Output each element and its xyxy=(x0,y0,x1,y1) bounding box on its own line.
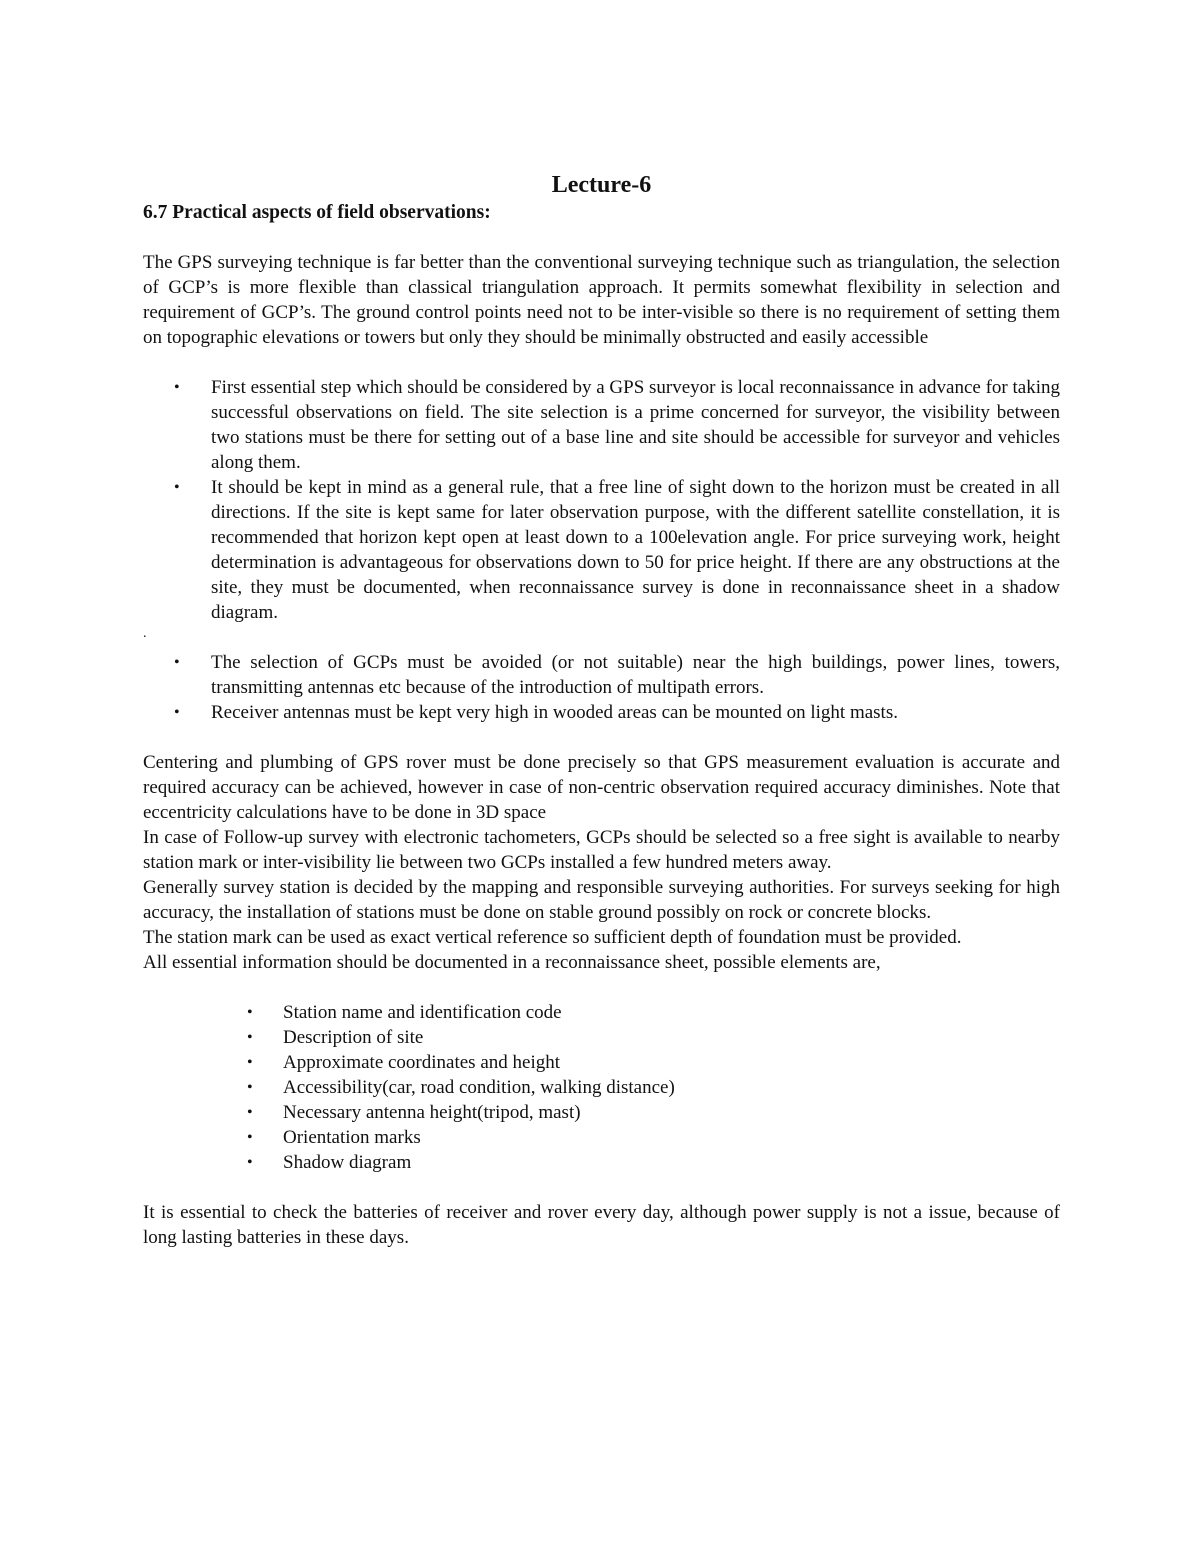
list-item-text: Necessary antenna height(tripod, mast) xyxy=(283,1102,581,1123)
list-item-text: Accessibility(car, road condition, walking distance) xyxy=(283,1077,675,1098)
paragraph-survey-station: Generally survey station is decided by the mapping and responsible surveying authorities. For surveys seeking for high accuracy, the installation of stations must be done on stable ground possibly on rock or concrete blocks. xyxy=(143,877,1060,923)
paragraph-follow-up-survey: In case of Follow-up survey with electronic tachometers, GCPs should be selected so a free sight is available to nearby station mark or inter-visibility lie between two GCPs installed a few hundred meters away. xyxy=(143,827,1060,873)
list-item xyxy=(143,1075,1060,1100)
spacer xyxy=(143,975,1060,1000)
bullet-icon: • xyxy=(247,1104,253,1121)
list-item-text: Shadow diagram xyxy=(283,1152,412,1173)
bullet-icon: • xyxy=(174,379,180,396)
bullet-list-sheet-elements xyxy=(143,1000,1060,1175)
list-item xyxy=(143,1025,1060,1050)
list-item-text: Station name and identification code xyxy=(283,1002,562,1023)
bullet-icon: • xyxy=(174,704,180,721)
list-item-text: Approximate coordinates and height xyxy=(283,1052,561,1073)
bullet-list-site-selection xyxy=(143,375,1060,625)
list-item-text: First essential step which should be considered by a GPS surveyor is local reconnaissance in advance for taking successful observations on field. The site selection is a prime concerned for surveyor, the visibility between two stations must be there for setting out of a base line and site should be accessible for surveyor and vehicles along them. xyxy=(211,377,1060,473)
paragraph-reconnaissance-sheet: All essential information should be documented in a reconnaissance sheet, possible elements are, xyxy=(143,952,881,973)
bullet-icon: • xyxy=(174,479,180,496)
bullet-icon: • xyxy=(247,1129,253,1146)
list-item-text: Orientation marks xyxy=(283,1127,421,1148)
list-item xyxy=(143,650,1060,700)
bullet-icon: • xyxy=(247,1154,253,1171)
bullet-icon: • xyxy=(247,1004,253,1021)
list-item xyxy=(143,1000,1060,1025)
spacer xyxy=(143,1175,1060,1200)
list-item xyxy=(143,475,1060,625)
list-item-text: Description of site xyxy=(283,1027,424,1048)
list-item xyxy=(143,700,1060,725)
list-item-text: It should be kept in mind as a general rule, that a free line of sight down to the horizon must be created in all directions. If the site is kept same for later observation purpose, with the different satellite constellation, it is recommended that horizon kept open at least down to a 100elevation angle. For price surveying work, height determination is advantageous for observations down to 50 for price height. If there are any obstructions at the site, they must be documented, when reconnaissance survey is done in reconnaissance sheet in a shadow diagram. xyxy=(211,477,1060,623)
paragraph-centering: Centering and plumbing of GPS rover must be done precisely so that GPS measurement evaluation is accurate and required accuracy can be achieved, however in case of non-centric observation required accuracy diminishes. Note that eccentricity calculations have to be done in 3D space xyxy=(143,752,1060,823)
closing-paragraph: It is essential to check the batteries of receiver and rover every day, although power supply is not a issue, because of long lasting batteries in these days. xyxy=(143,1202,1060,1248)
bullet-icon: • xyxy=(247,1029,253,1046)
list-item xyxy=(143,1125,1060,1150)
intro-paragraph: The GPS surveying technique is far better than the conventional surveying technique such as triangulation, the selection of GCP’s is more flexible than classical triangulation approach. It permits somewhat flexibility in selection and requirement of GCP’s. The ground control points need not to be inter-visible so there is no requirement of setting them on topographic elevations or towers but only they should be minimally obstructed and easily accessible xyxy=(143,252,1060,348)
stray-mark-text: . xyxy=(143,626,147,641)
list-item xyxy=(143,1050,1060,1075)
list-item-text: The selection of GCPs must be avoided (or not suitable) near the high buildings, power lines, towers, transmitting antennas etc because of the introduction of multipath errors. xyxy=(211,652,1060,698)
section-heading: 6.7 Practical aspects of field observations: xyxy=(143,202,491,223)
list-item xyxy=(143,1150,1060,1175)
spacer xyxy=(143,350,1060,375)
bullet-list-obstructions xyxy=(143,650,1060,725)
spacer xyxy=(143,725,1060,750)
bullet-icon: • xyxy=(247,1079,253,1096)
list-item xyxy=(143,375,1060,475)
list-item-text: Receiver antennas must be kept very high in wooded areas can be mounted on light masts. xyxy=(211,702,898,723)
bullet-icon: • xyxy=(247,1054,253,1071)
paragraph-station-mark: The station mark can be used as exact vertical reference so sufficient depth of foundation must be provided. xyxy=(143,927,962,948)
list-item xyxy=(143,1100,1060,1125)
document-page xyxy=(143,170,1060,1250)
page-title: Lecture-6 xyxy=(551,172,652,198)
bullet-icon: • xyxy=(174,654,180,671)
stray-mark xyxy=(143,625,1060,650)
